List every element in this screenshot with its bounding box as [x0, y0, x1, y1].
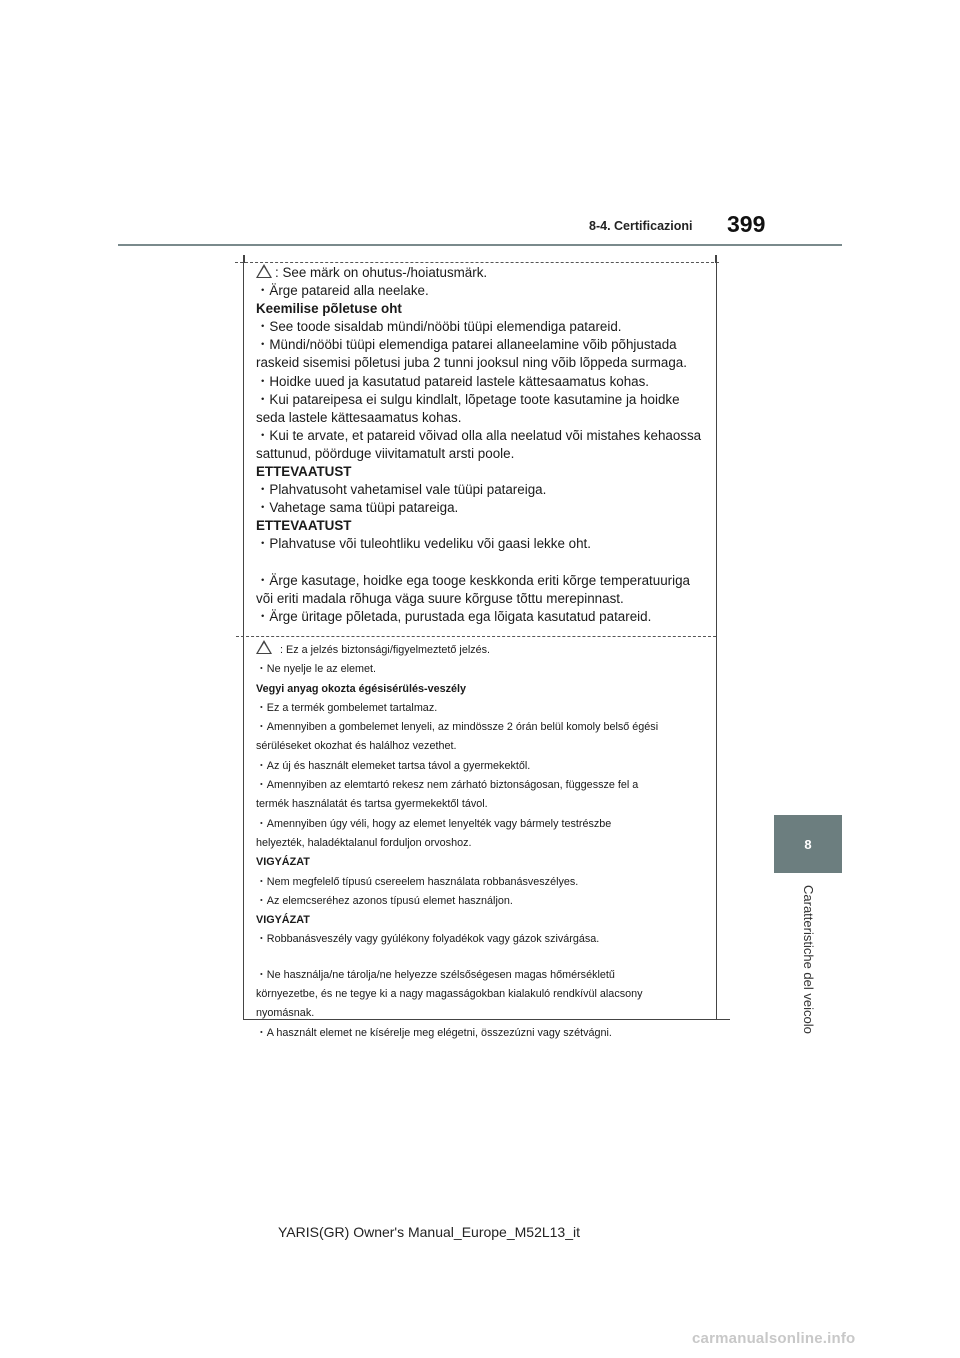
- estonian-line: ・Ärge kasutage, hoidke ega tooge keskkonda eriti kõrge temperatuuriga: [256, 572, 690, 588]
- estonian-line: raskeid sisemisi põletusi juba 2 tunni jooksul ning võib lõppeda surmaga.: [256, 355, 687, 371]
- estonian-line: ・Kui patareipesa ei sulgu kindlalt, lõpetage toote kasutamine ja hoidke: [256, 391, 680, 407]
- hungarian-paragraph-gap: [256, 950, 708, 966]
- estonian-line: ・Ärge patareid alla neelake.: [256, 283, 429, 299]
- hungarian-symbol-note: [256, 640, 708, 660]
- chapter-tab[interactable]: [774, 815, 842, 873]
- warning-triangle-icon: [256, 640, 272, 654]
- hungarian-line: sérüléseket okozhat és halálhoz vezethet.: [256, 740, 457, 753]
- frame-tick-right: [715, 255, 717, 263]
- estonian-notice: [256, 264, 708, 626]
- estonian-line: ・Kui te arvate, et patareid võivad olla alla neelatud või mistahes kehaossa: [256, 427, 702, 443]
- estonian-line: sattunud, pöörduge viivitamatult arsti poole.: [256, 445, 515, 461]
- hungarian-line: Vegyi anyag okozta égésisérülés-veszély: [256, 682, 467, 695]
- header-rule: [118, 244, 842, 246]
- hungarian-line: ・Az elemcseréhez azonos típusú elemet használjon.: [256, 894, 513, 907]
- hungarian-line: VIGYÁZAT: [256, 856, 310, 869]
- estonian-line: ・Plahvatuse või tuleohtliku vedeliku või gaasi lekke oht.: [256, 536, 591, 552]
- hungarian-line: ・Amennyiben a gombelemet lenyeli, az mindössze 2 órán belül komoly belső égési: [256, 721, 659, 734]
- footer-manual-id: YARIS(GR) Owner's Manual_Europe_M52L13_it: [278, 1224, 580, 1240]
- watermark: carmanualsonline.info: [692, 1330, 856, 1347]
- estonian-line: Keemilise põletuse oht: [256, 301, 402, 317]
- hungarian-line: helyezték, haladéktalanul forduljon orvoshoz.: [256, 836, 472, 849]
- estonian-line: ・Plahvatusoht vahetamisel vale tüüpi patareiga.: [256, 482, 547, 498]
- hungarian-symbol-text: : Ez a jelzés biztonsági/figyelmeztető jelzés.: [280, 644, 491, 656]
- estonian-line: seda lastele kättesaamatus kohas.: [256, 409, 462, 425]
- estonian-line: ・Hoidke uued ja kasutatud patareid lastele kättesaamatus kohas.: [256, 373, 650, 389]
- warning-triangle-icon: [256, 264, 272, 278]
- chapter-side-title: Caratteristiche del veicolo: [801, 885, 816, 1034]
- hungarian-line: ・Ez a termék gombelemet tartalmaz.: [256, 701, 438, 714]
- hungarian-line: ・Amennyiben úgy véli, hogy az elemet lenyelték vagy bármely testrészbe: [256, 817, 612, 830]
- hungarian-notice: [256, 640, 708, 1043]
- estonian-line: ・See toode sisaldab mündi/nööbi tüüpi elemendiga patareid.: [256, 319, 622, 335]
- frame-divider: [236, 636, 716, 637]
- frame-tick-left: [243, 255, 245, 263]
- hungarian-line: ・A használt elemet ne kísérelje meg elégetni, összezúzni vagy szétvágni.: [256, 1026, 612, 1039]
- page-number: 399: [727, 211, 766, 237]
- hungarian-line: ・Ne nyelje le az elemet.: [256, 663, 377, 676]
- hungarian-line: nyomásnak.: [256, 1007, 315, 1020]
- estonian-line: ・Ärge üritage põletada, purustada ega lõigata kasutatud patareid.: [256, 608, 652, 624]
- hungarian-line: ・Robbanásveszély vagy gyúlékony folyadékok vagy gázok szivárgása.: [256, 933, 600, 946]
- frame-top-rule: [235, 262, 719, 263]
- estonian-line: ・Mündi/nööbi tüüpi elemendiga patarei allaneelamine võib põhjustada: [256, 337, 677, 353]
- hungarian-line: ・Nem megfelelő típusú csereelem használata robbanásveszélyes.: [256, 875, 579, 888]
- estonian-line: ETTEVAATUST: [256, 518, 352, 534]
- estonian-line: ETTEVAATUST: [256, 464, 352, 480]
- hungarian-line: környezetbe, és ne tegye ki a nagy magasságokban kialakuló rendkívül alacsony: [256, 988, 643, 1001]
- estonian-paragraph-gap: [256, 554, 708, 572]
- section-heading: 8-4. Certificazioni: [589, 219, 693, 233]
- estonian-line: ・Vahetage sama tüüpi patareiga.: [256, 500, 459, 516]
- estonian-line: või eriti madala rõhuga väga suure kõrguse tõttu merepinnast.: [256, 590, 624, 606]
- estonian-symbol-note: [256, 264, 708, 282]
- estonian-symbol-text: : See märk on ohutus-/hoiatusmärk.: [275, 265, 488, 280]
- hungarian-line: ・Az új és használt elemeket tartsa távol a gyermekektől.: [256, 759, 531, 772]
- chapter-number: 8: [804, 836, 812, 852]
- hungarian-line: VIGYÁZAT: [256, 914, 310, 927]
- hungarian-line: termék használatát és tartsa gyermekektől távol.: [256, 798, 488, 811]
- hungarian-line: ・Amennyiben az elemtartó rekesz nem zárható biztonságosan, függessze fel a: [256, 779, 639, 792]
- hungarian-line: ・Ne használja/ne tárolja/ne helyezze szélsőségesen magas hőmérsékletű: [256, 968, 615, 981]
